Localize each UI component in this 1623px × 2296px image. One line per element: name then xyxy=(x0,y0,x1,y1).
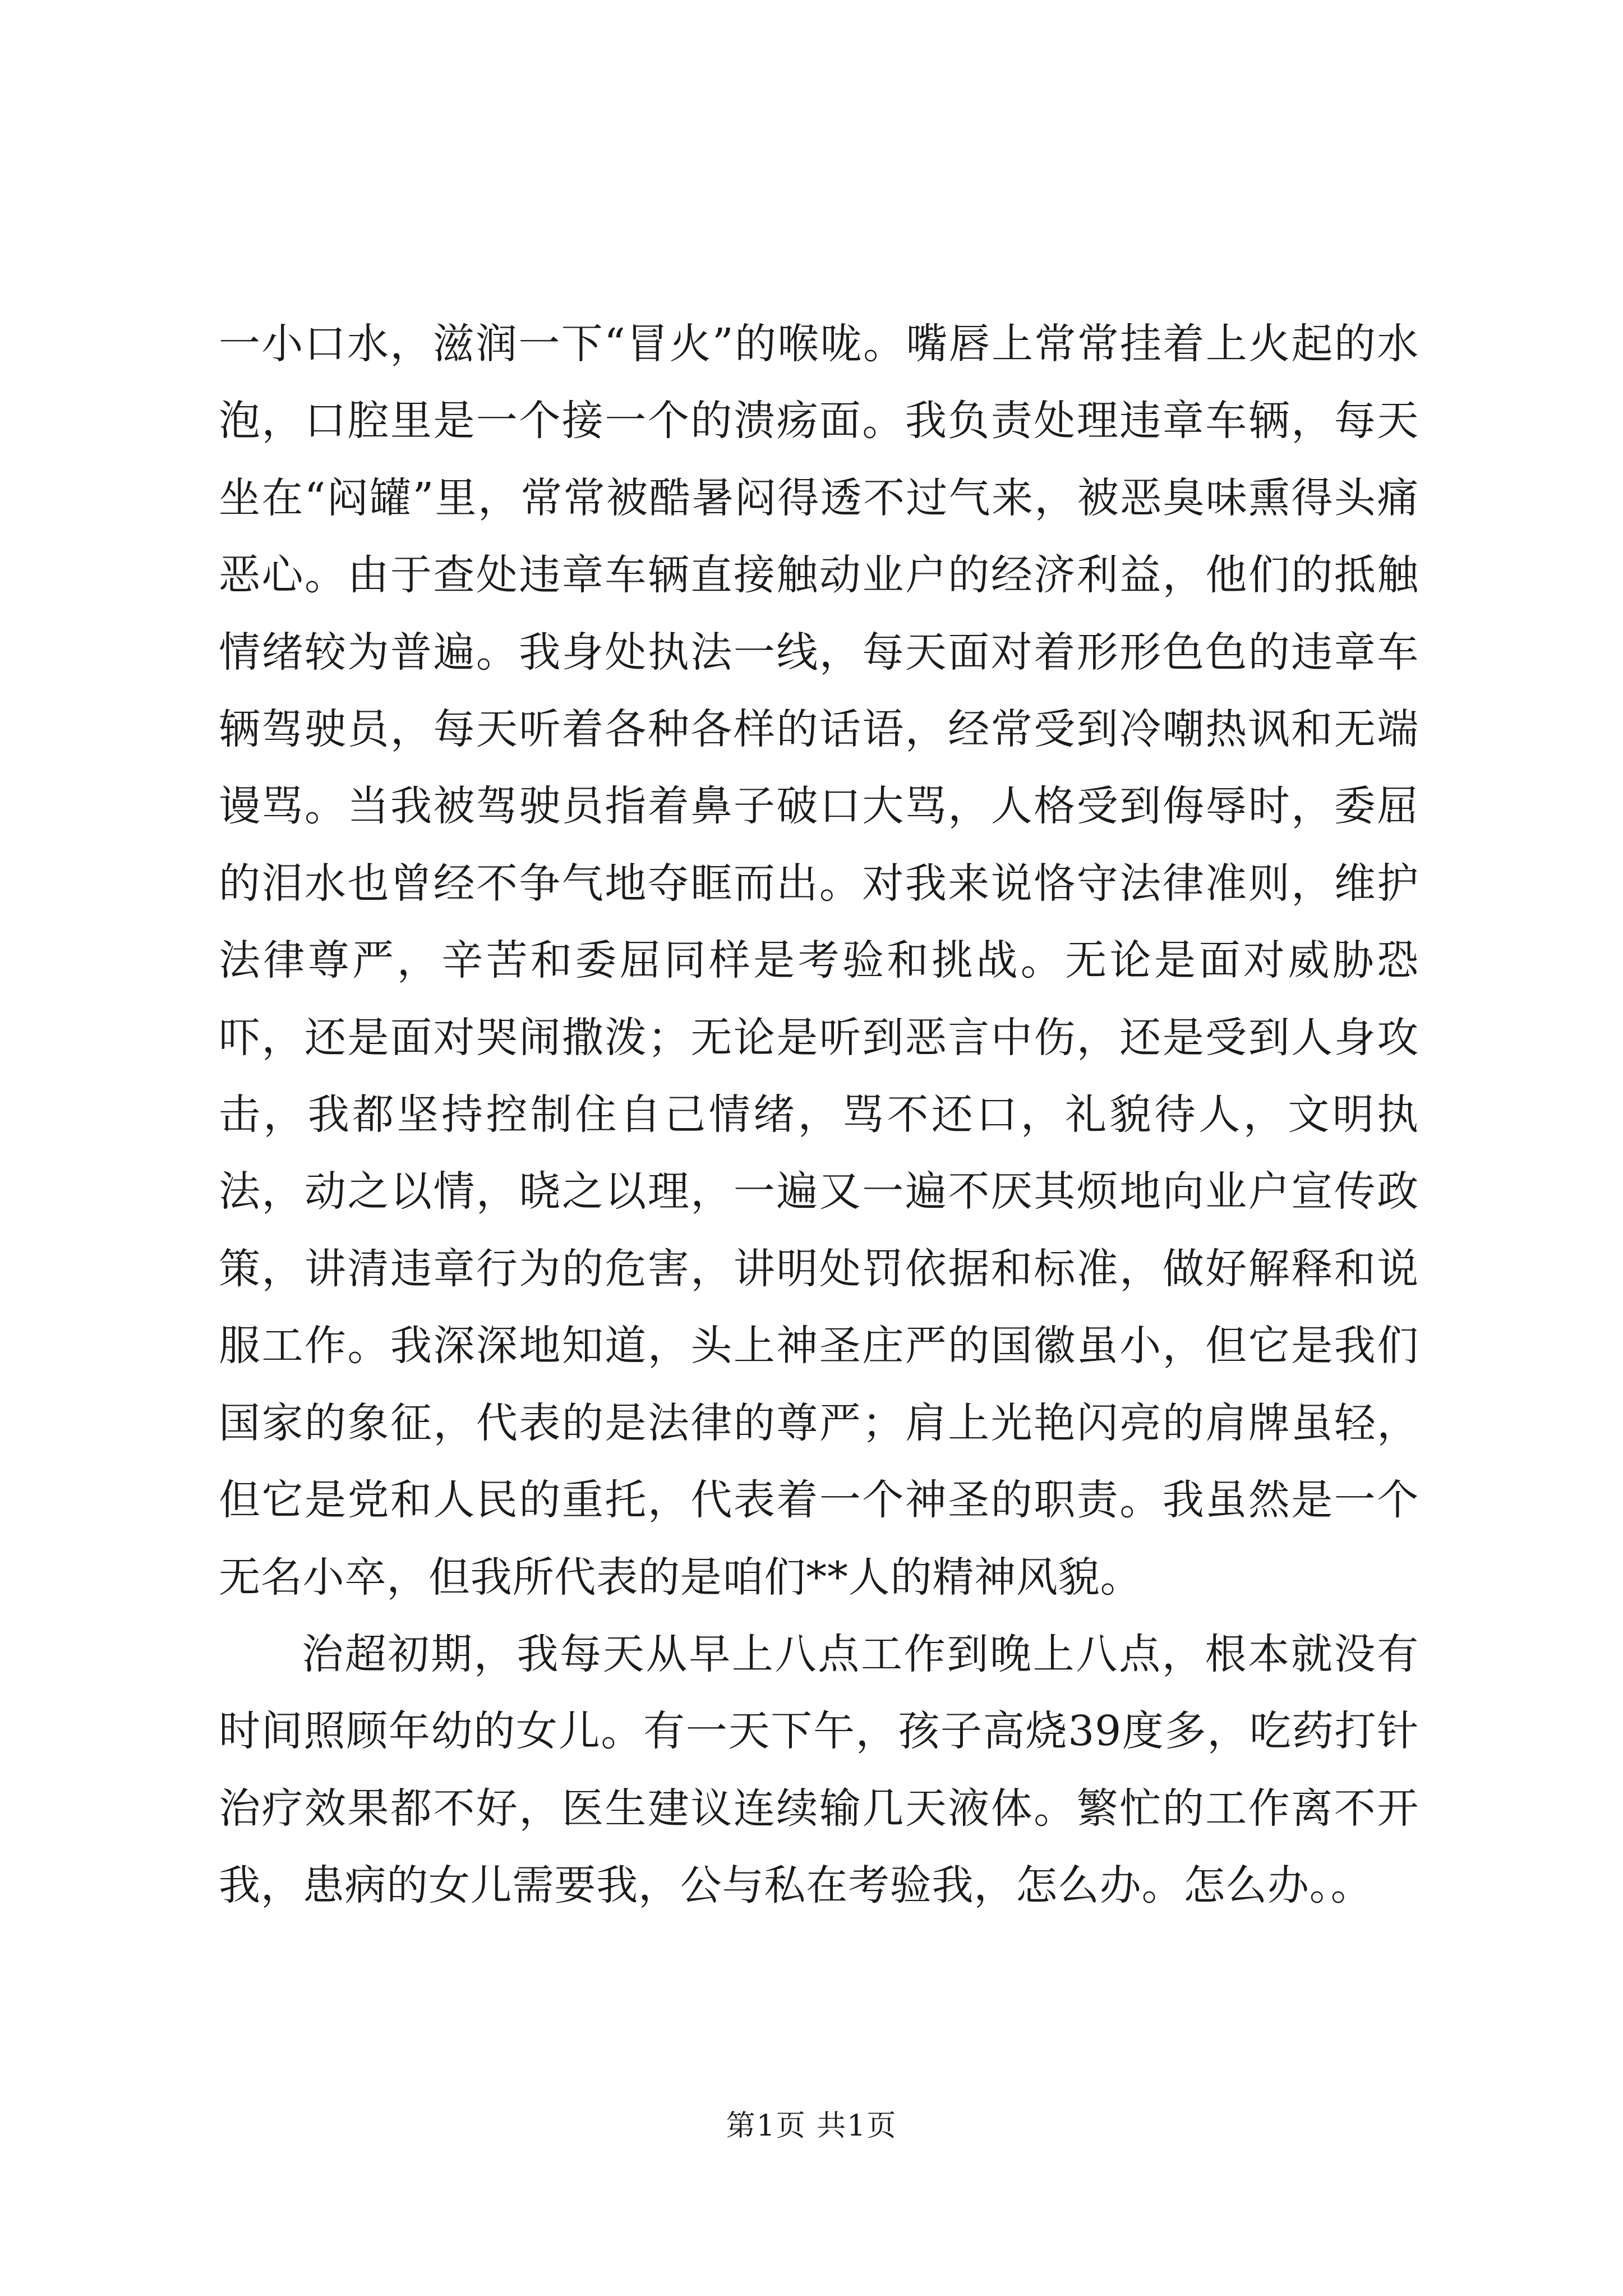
paragraph: 一小口水，滋润一下“冒火”的喉咙。嘴唇上常常挂着上火起的水泡，口腔里是一个接一个的溃疡面。我负责处理违章车辆，每天坐在“闷罐”里，常常被酷暑闷得透不过气来，被恶臭味熏得头痛恶心。由于查处违章车辆直接触动业户的经济利益，他们的抵触情绪较为普遍。我身处执法一线，每天面对着形形色色的违章车辆驾驶员，每天听着各种各样的话语，经常受到冷嘲热讽和无端谩骂。当我被驾驶员指着鼻子破口大骂，人格受到侮辱时，委屈的泪水也曾经不争气地夺眶而出。对我来说恪守法律准则，维护法律尊严，辛苦和委屈同样是考验和挑战。无论是面对威胁恐吓，还是面对哭闹撒泼；无论是听到恶言中伤，还是受到人身攻击，我都坚持控制住自己情绪，骂不还口，礼貌待人，文明执法，动之以情，晓之以理，一遍又一遍不厌其烦地向业户宣传政策，讲清违章行为的危害，讲明处罚依据和标准，做好解释和说服工作。我深深地知道，头上神圣庄严的国徽虽小，但它是我们国家的象征，代表的是法律的尊严；肩上光艳闪亮的肩牌虽轻，但它是党和人民的重托，代表着一个神圣的职责。我虽然是一个无名小卒，但我所代表的是咱们**人的精神风貌。 xyxy=(219,320,1419,1602)
page-footer: 第1页 共1页 xyxy=(726,2109,897,2143)
document-body xyxy=(219,306,1419,1925)
paragraph: 治超初期，我每天从早上八点工作到晚上八点，根本就没有时间照顾年幼的女儿。有一天下午，孩子高烧39度多，吃药打针治疗效果都不好，医生建议连续输几天液体。繁忙的工作离不开我，患病的女儿需要我，公与私在考验我，怎么办。怎么办。。 xyxy=(219,1630,1419,1910)
